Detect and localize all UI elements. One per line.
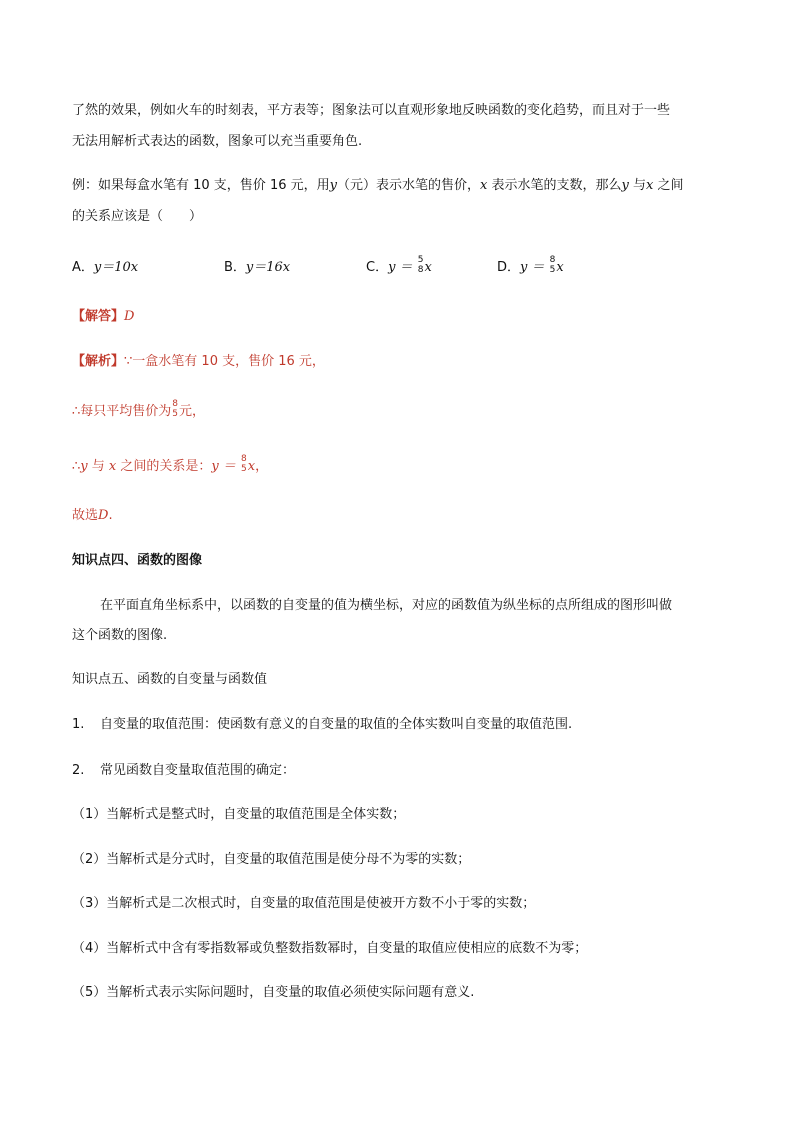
fraction: [549, 254, 556, 275]
fraction: [417, 254, 424, 275]
list-text: 自变量的取值范围：使函数有意义的自变量的取值的全体实数叫自变量的取值范围.: [100, 717, 573, 732]
analysis-step-1: [72, 398, 206, 421]
intro-line-1: 了然的效果，例如火车的时刻表，平方表等；图象法可以直观形象地反映函数的变化趋势，而且对于一些: [72, 103, 671, 118]
answer-value: D: [124, 309, 135, 324]
var-x: x: [424, 260, 432, 275]
expression: y ＝: [211, 459, 236, 474]
sub-item-1: （1）当解析式是整式时，自变量的取值范围是全体实数；: [72, 807, 406, 822]
var-y: y: [80, 459, 88, 474]
step-text: 元，: [179, 404, 206, 419]
numerator: 5: [417, 254, 424, 265]
var-x: x: [556, 260, 564, 275]
fraction: [241, 453, 247, 474]
option-label: B．: [224, 260, 246, 275]
example-text: 表示水笔的支数，那么: [487, 178, 622, 193]
denominator: 5: [241, 463, 247, 474]
option-b: [224, 259, 290, 277]
numerator: 8: [549, 254, 556, 265]
example-text: 例：如果每盒水笔有 10 支，售价 16 元，用: [72, 178, 330, 193]
sub-item-4: （4）当解析式中含有零指数幂或负整数指数幂时，自变量的取值应使相应的底数不为零；: [72, 941, 588, 956]
analysis-text: ∵一盒水笔有 10 支，售价 16 元，: [124, 354, 325, 369]
denominator: 5: [172, 408, 179, 419]
step-text: 与: [87, 459, 109, 474]
sub-item-2: （2）当解析式是分式时，自变量的取值范围是使分母不为零的实数；: [72, 852, 471, 867]
var-y: y: [621, 178, 629, 193]
denominator: 8: [417, 264, 424, 275]
analysis-step-2: [72, 453, 269, 476]
option-expression: y ＝: [388, 260, 413, 275]
var-x: x: [108, 459, 117, 474]
var-y: y: [329, 178, 337, 193]
conclusion-choice: D: [98, 508, 109, 523]
step-text: ∴每只平均售价为: [72, 404, 172, 419]
option-label: D．: [497, 260, 521, 275]
answer-line: [72, 308, 134, 326]
sub-item-5: （5）当解析式表示实际问题时，自变量的取值必须使实际问题有意义.: [72, 985, 475, 1000]
var-x: x: [247, 459, 256, 474]
analysis-line: [72, 353, 325, 371]
option-expression: y＝16x: [245, 260, 291, 275]
option-label: A．: [72, 260, 94, 275]
example-question-line-2: 的关系应该是（ ）: [72, 209, 203, 224]
section-4-title: 知识点四、函数的图像: [72, 553, 203, 568]
example-text: 之间: [653, 178, 684, 193]
intro-line-2: 无法用解析式表达的函数，图象可以充当重要角色.: [72, 134, 363, 149]
option-c: [366, 254, 432, 277]
var-x: x: [645, 178, 654, 193]
step-text: ∴: [72, 459, 81, 474]
step-text: ，: [255, 459, 269, 474]
option-expression: y＝10x: [93, 260, 139, 275]
option-expression: y ＝: [520, 260, 545, 275]
numerator: 8: [172, 398, 179, 409]
section-4-body-line-1: 在平面直角坐标系中，以函数的自变量的值为横坐标，对应的函数值为纵坐标的点所组成的图形叫做: [100, 598, 673, 613]
analysis-label: 【解析】: [72, 354, 125, 369]
step-text: 之间的关系是：: [116, 459, 212, 474]
option-a: [72, 259, 138, 277]
fraction: [172, 398, 179, 419]
example-question-line-1: [72, 177, 683, 195]
example-text: 与: [628, 178, 646, 193]
list-item-1: [72, 716, 572, 734]
list-number: 2.: [72, 763, 85, 778]
conclusion-text: .: [108, 508, 113, 523]
answer-label: 【解答】: [72, 309, 125, 324]
var-x: x: [480, 178, 488, 193]
section-4-body-line-2: 这个函数的图像.: [72, 628, 168, 643]
section-5-title: 知识点五、函数的自变量与函数值: [72, 672, 268, 687]
list-number: 1.: [72, 717, 85, 732]
list-text: 常见函数自变量取值范围的确定：: [100, 763, 296, 778]
conclusion-text: 故选: [72, 508, 99, 523]
option-label: C．: [366, 260, 389, 275]
option-d: [497, 254, 564, 277]
example-text: （元）表示水笔的售价，: [336, 178, 480, 193]
analysis-conclusion: [72, 507, 113, 525]
list-item-2: [72, 762, 295, 780]
denominator: 5: [549, 264, 556, 275]
numerator: 8: [241, 453, 247, 464]
sub-item-3: （3）当解析式是二次根式时，自变量的取值范围是使被开方数不小于零的实数；: [72, 896, 536, 911]
